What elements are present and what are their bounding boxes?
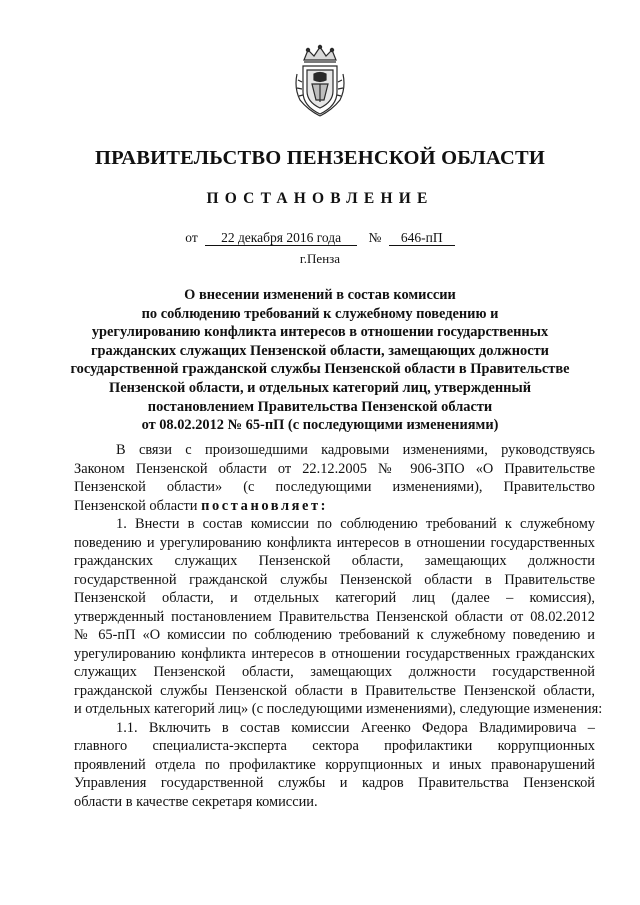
body-line: В связи с произошедшими кадровыми изменениями, руководствуясь [116, 442, 595, 458]
decree-body [74, 441, 603, 811]
body-line: № 65-пП «О комиссии по соблюдению требований к служебному поведению и [74, 627, 595, 643]
document-type: ПОСТАНОВЛЕНИЕ [206, 190, 434, 207]
body-line: проявлений отдела по профилактике коррупционных и иных правонарушений [74, 756, 595, 773]
body-line: служащих Пензенской области, замещающих должности государственной [74, 664, 595, 680]
decree-date: 22 декабря 2016 года [205, 230, 357, 246]
body-line: Пензенской области, и отдельных категорий лиц (далее – комиссия), [74, 590, 595, 606]
body-line: области в качестве секретаря комиссии. [74, 793, 318, 810]
body-line: 1.1. Включить в состав комиссии Агеенко Федора Владимировича – [116, 719, 595, 736]
body-line: Законом Пензенской области от 22.12.2005 № 906-ЗПО «О Правительстве [74, 460, 595, 477]
number-prefix: № [368, 230, 382, 245]
body-line: главного специалиста-эксперта сектора профилактики коррупционных [74, 738, 595, 754]
decree-heading [60, 286, 580, 435]
body-line: урегулированию конфликта интересов в отношении государственных гражданских [74, 645, 595, 662]
body-line: поведению и урегулированию конфликта интересов в отношении государственных [74, 534, 595, 551]
date-prefix: от [185, 230, 198, 245]
body-line: Пензенской области» (с последующими изменениями), Правительство [74, 479, 595, 495]
decree-number: 646-пП [389, 230, 455, 246]
body-line-text: Пензенской области [74, 497, 198, 514]
city: г.Пенза [299, 251, 341, 266]
heading-line: О внесении изменений в состав комиссии [184, 287, 456, 303]
date-number-line [0, 230, 640, 246]
heading-line: государственной гражданской службы Пензенской области в Правительстве [70, 361, 570, 378]
body-line: гражданских служащих Пензенской области, замещающих должности [74, 553, 595, 569]
body-line: утвержденный постановлением Правительства Пензенской области от 08.02.2012 [74, 608, 595, 625]
heading-line: постановлением Правительства Пензенской области [147, 398, 493, 415]
heading-line: урегулированию конфликта интересов в отношении государственных [91, 324, 549, 341]
decree-word: постановляет: [201, 497, 329, 514]
heading-line: от 08.02.2012 № 65-пП (с последующими изменениями) [141, 417, 499, 434]
body-line: и отдельных категорий лиц» (с последующими изменениями), следующие изменения: [74, 701, 603, 717]
coat-of-arms-emblem [294, 44, 346, 118]
body-line: гражданской службы Пензенской области в Правительстве Пензенской области, [74, 682, 595, 699]
government-title: ПРАВИТЕЛЬСТВО ПЕНЗЕНСКОЙ ОБЛАСТИ [95, 147, 545, 169]
body-line: Управления государственной службы и кадров Правительства Пензенской [74, 775, 595, 791]
heading-line: гражданских служащих Пензенской области, замещающих должности [91, 342, 549, 359]
body-line: 1. Внести в состав комиссии по соблюдению требований к служебному [116, 516, 595, 532]
body-line: государственной гражданской службы Пензенской области в Правительстве [74, 571, 595, 588]
body-line [74, 497, 595, 516]
heading-line: Пензенской области, и отдельных категорий лиц, утвержденный [109, 379, 531, 396]
heading-line: по соблюдению требований к служебному поведению и [141, 305, 499, 322]
